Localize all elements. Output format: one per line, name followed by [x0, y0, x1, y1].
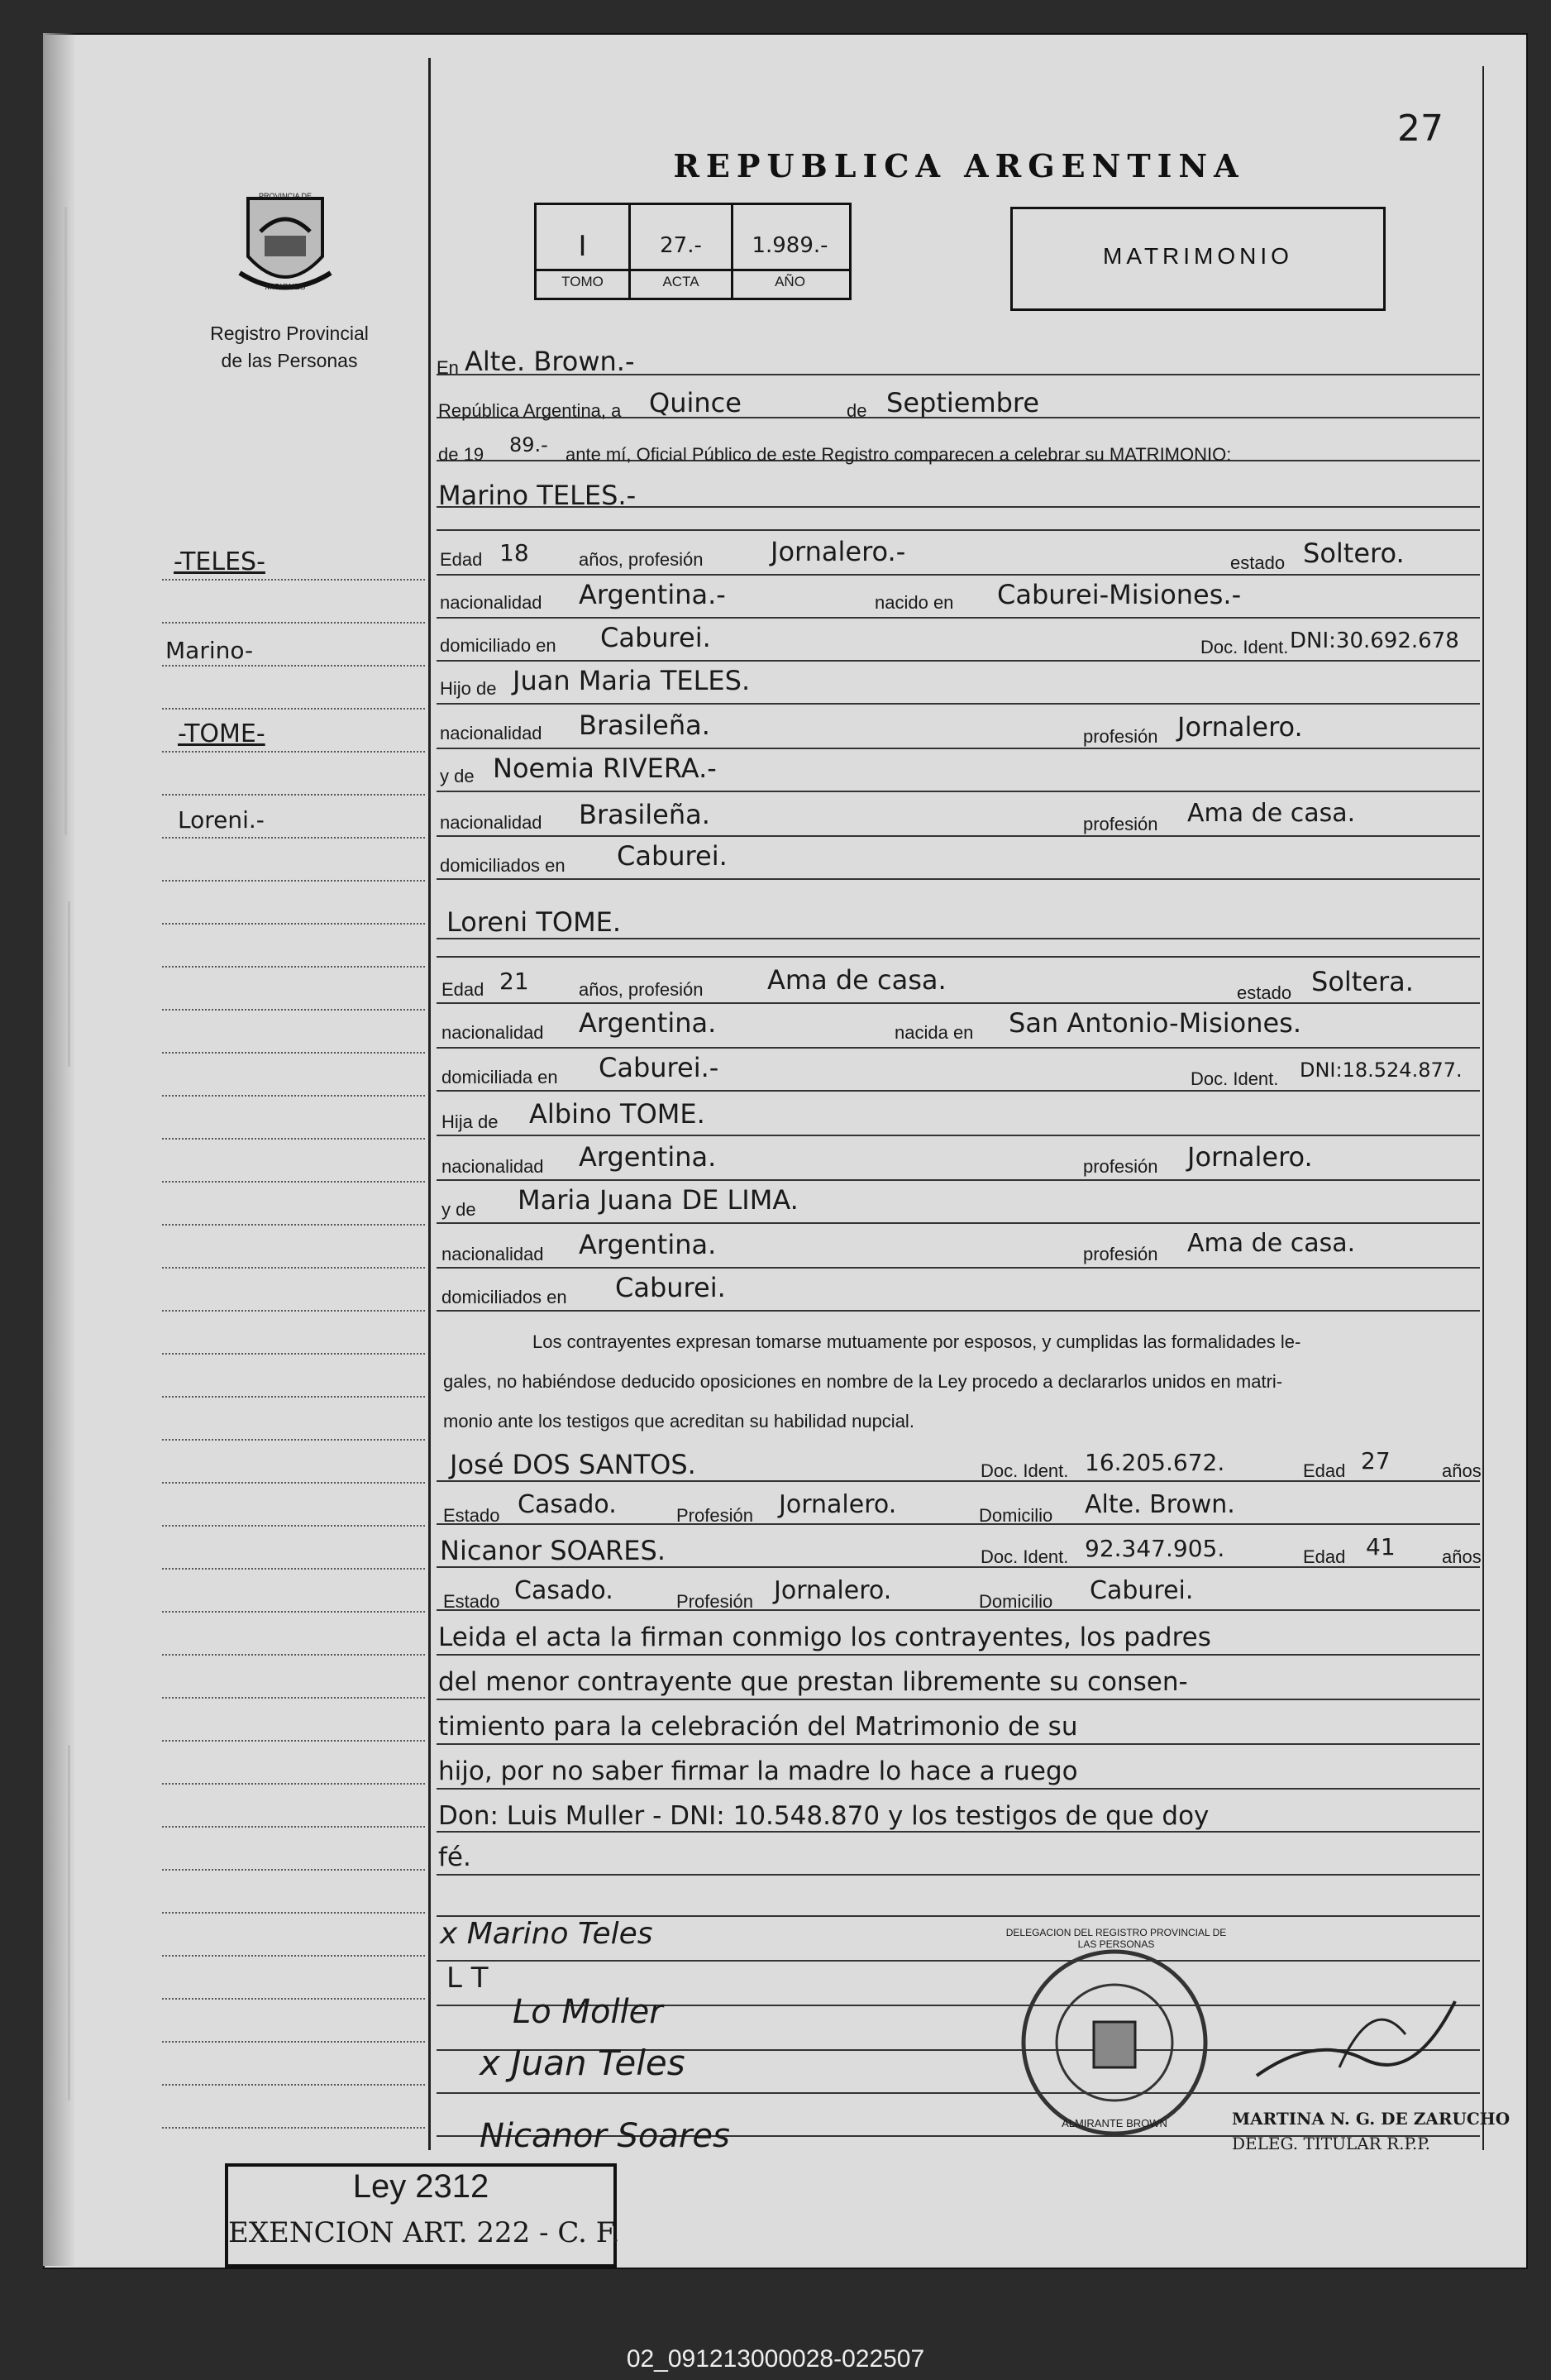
margin-rule — [162, 622, 425, 624]
margin-rule — [162, 1224, 425, 1226]
signature-bride: L T — [446, 1962, 489, 1995]
witness2-profesion-label: Profesión — [676, 1591, 753, 1612]
witness2-doc-label: Doc. Ident. — [981, 1546, 1069, 1567]
witness1-name: José DOS SANTOS. — [450, 1449, 696, 1480]
bride-mother: Maria Juana DE LIMA. — [518, 1184, 799, 1216]
signature-witness1: x Juan Teles — [480, 2043, 685, 2083]
bride-name: Loreni TOME. — [446, 906, 622, 938]
groom-nacionalidad: Argentina.- — [579, 579, 726, 610]
bride-yde-label: y de — [441, 1199, 476, 1220]
groom-domiciliados-label: domiciliados en — [440, 855, 566, 876]
binding-stitch — [68, 1745, 75, 2100]
margin-rule — [162, 751, 425, 753]
form-rule — [437, 1267, 1480, 1269]
statement: ante mí, Oficial Público de este Registro comparecen a celebrar su MATRIMONIO: — [566, 444, 1232, 465]
form-rule — [437, 878, 1480, 880]
form-rule — [437, 748, 1480, 749]
groom-mother-prof: Ama de casa. — [1187, 799, 1356, 828]
form-rule — [437, 1609, 1480, 1611]
witness2-estado-label: Estado — [443, 1591, 500, 1612]
note-line: Leida el acta la firman conmigo los contrayentes, los padres — [438, 1623, 1211, 1652]
witness1-edad-label: Edad — [1303, 1460, 1346, 1481]
margin-rule — [162, 1740, 425, 1742]
bride-father-nac-label: nacionalidad — [441, 1156, 544, 1177]
margin-rule — [162, 1267, 425, 1269]
footer-code: 02_091213000028-022507 — [626, 2345, 925, 2373]
groom-estado-label: estado — [1230, 552, 1286, 573]
margin-rule — [162, 1095, 425, 1097]
margin-rule — [162, 966, 425, 968]
witness2-domicilio: Caburei. — [1090, 1576, 1194, 1605]
witness1-domicilio-label: Domicilio — [979, 1505, 1053, 1526]
groom-mother-nac: Brasileña. — [579, 799, 710, 830]
form-rule — [437, 1222, 1480, 1224]
witness2-profesion: Jornalero. — [774, 1576, 892, 1605]
signature-witness2: Nicanor Soares — [480, 2117, 730, 2155]
day: Quince — [649, 387, 742, 418]
declaration-line2: gales, no habiéndose deducido oposiciones en nombre de la Ley procedo a declararlos unidos en matri- — [443, 1371, 1283, 1392]
groom-father-prof: Jornalero. — [1177, 711, 1303, 743]
form-rule — [437, 660, 1480, 662]
note-line: timiento para la celebración del Matrimonio de su — [438, 1712, 1078, 1742]
margin-rule — [162, 1869, 425, 1871]
tomo-label: TOMO — [561, 274, 604, 289]
place: Alte. Brown.- — [465, 346, 635, 377]
province-seal-icon — [231, 190, 339, 298]
binding-stitch — [68, 901, 75, 1067]
witness2-domicilio-label: Domicilio — [979, 1591, 1053, 1612]
witness2-estado: Casado. — [514, 1576, 613, 1605]
groom-doc: DNI:30.692.678 — [1290, 628, 1459, 653]
margin-rule — [162, 1439, 425, 1441]
tomo-value: I — [578, 230, 587, 263]
margin-rule — [162, 1052, 425, 1054]
page-number: 27 — [1397, 108, 1444, 150]
groom-edad-label: Edad — [440, 549, 483, 570]
witness1-anos-label: años — [1442, 1460, 1482, 1481]
form-rule — [437, 1699, 1480, 1700]
bride-profesion: Ama de casa. — [767, 964, 947, 996]
groom-father-nac: Brasileña. — [579, 710, 710, 741]
margin-rule — [162, 1697, 425, 1699]
witness1-doc: 16.205.672. — [1085, 1449, 1225, 1476]
bride-nacida-label: nacida en — [895, 1022, 974, 1043]
witness2-edad-label: Edad — [1303, 1546, 1346, 1567]
margin-bride-name: Loreni.- — [178, 806, 265, 834]
margin-rule — [162, 1396, 425, 1398]
registry-stamp-inner: ALMIRANTE BROWN — [1062, 2117, 1167, 2129]
form-rule — [437, 1831, 1480, 1833]
margin-rule — [162, 2127, 425, 2129]
bride-edad-label: Edad — [441, 979, 484, 1000]
declaration-line3: monio ante los testigos que acreditan su habilidad nupcial. — [443, 1411, 914, 1431]
bride-edad: 21 — [499, 968, 529, 995]
witness1-profesion-label: Profesión — [676, 1505, 753, 1526]
witness1-estado-label: Estado — [443, 1505, 500, 1526]
bride-mother-nac-label: nacionalidad — [441, 1244, 544, 1264]
bride-estado-label: estado — [1237, 982, 1292, 1003]
bride-doc: DNI:18.524.877. — [1300, 1059, 1463, 1082]
margin-rule — [162, 2084, 425, 2086]
groom-estado: Soltero. — [1303, 538, 1405, 569]
month: Septiembre — [886, 387, 1040, 418]
margin-rule — [162, 837, 425, 839]
margin-rule — [162, 1482, 425, 1484]
margin-rule — [162, 1181, 425, 1183]
bride-anos-profesion-label: años, profesión — [579, 979, 704, 1000]
signature-groom: x Marino Teles — [440, 1917, 653, 1951]
form-rule — [437, 1960, 1480, 1962]
groom-domicilio: Caburei. — [600, 622, 711, 653]
groom-father: Juan Maria TELES. — [513, 665, 751, 696]
groom-hijo-label: Hijo de — [440, 678, 497, 699]
note-line: del menor contrayente que prestan libremente su consen- — [438, 1667, 1188, 1697]
note-line: hijo, por no saber firmar la madre lo hace a ruego — [438, 1756, 1078, 1786]
form-rule — [437, 617, 1480, 619]
margin-rule — [162, 1783, 425, 1785]
form-rule — [437, 1047, 1480, 1049]
de-label: de — [847, 400, 867, 421]
witness1-edad: 27 — [1361, 1447, 1391, 1474]
groom-father-prof-label: profesión — [1083, 726, 1158, 747]
bride-nacida: San Antonio-Misiones. — [1009, 1007, 1302, 1039]
act-type: MATRIMONIO — [1103, 243, 1293, 269]
margin-rule — [162, 1310, 425, 1312]
groom-domicilio-label: domiciliado en — [440, 635, 556, 656]
bride-hija-label: Hija de — [441, 1111, 499, 1132]
groom-domiciliados: Caburei. — [617, 840, 728, 872]
form-rule — [437, 574, 1480, 576]
form-rule — [437, 1523, 1480, 1525]
table-divider — [534, 269, 849, 271]
acta-label: ACTA — [662, 274, 699, 289]
form-rule — [437, 1135, 1480, 1136]
bride-estado: Soltera. — [1311, 966, 1414, 997]
margin-rule — [162, 1826, 425, 1828]
groom-profesion: Jornalero.- — [771, 536, 906, 567]
bride-domiciliados-label: domiciliados en — [441, 1287, 567, 1307]
form-rule — [437, 529, 1480, 531]
bride-mother-nac: Argentina. — [579, 1229, 717, 1260]
margin-rule — [162, 1525, 425, 1527]
officer-title: DELEG. TITULAR R.P.P. — [1232, 2134, 1431, 2153]
acta-value: 27.- — [660, 233, 702, 258]
registry-stamp-icon — [1015, 1943, 1214, 2142]
declaration-line1: Los contrayentes expresan tomarse mutuamente por esposos, y cumplidas las formalidades le- — [532, 1331, 1301, 1352]
margin-rule — [162, 708, 425, 710]
groom-nacionalidad-label: nacionalidad — [440, 592, 542, 613]
margin-rule — [162, 923, 425, 925]
officer-signature-icon — [1240, 1985, 1472, 2092]
witness1-estado: Casado. — [518, 1490, 617, 1519]
note-line: fé. — [438, 1842, 471, 1872]
margin-groom-surname: -TELES- — [174, 547, 265, 576]
margin-rule — [162, 1654, 425, 1656]
form-rule — [437, 1788, 1480, 1790]
groom-yde-label: y de — [440, 766, 475, 786]
bride-domiciliados: Caburei. — [615, 1272, 726, 1303]
bride-father-prof-label: profesión — [1083, 1156, 1158, 1177]
margin-bride-surname: -TOME- — [178, 719, 265, 748]
groom-doc-label: Doc. Ident. — [1200, 637, 1289, 657]
margin-rule — [162, 880, 425, 882]
tax-exemption-law: Ley 2312 — [352, 2168, 489, 2205]
margin-rule — [162, 1353, 425, 1355]
margin-rule — [162, 579, 425, 581]
form-rule — [437, 1654, 1480, 1656]
witness2-edad: 41 — [1366, 1533, 1396, 1560]
margin-rule — [162, 1568, 425, 1570]
groom-nacido: Caburei-Misiones.- — [997, 579, 1242, 610]
republica-label: República Argentina, a — [438, 400, 622, 421]
form-rule — [437, 1310, 1480, 1312]
form-rule — [437, 1874, 1480, 1876]
margin-divider — [428, 58, 431, 2150]
bride-mother-prof: Ama de casa. — [1187, 1229, 1356, 1258]
margin-rule — [162, 1138, 425, 1140]
groom-father-nac-label: nacionalidad — [440, 723, 542, 743]
bride-domicilio: Caburei.- — [599, 1052, 719, 1083]
officer-name: MARTINA N. G. DE ZARUCHO — [1232, 2109, 1510, 2129]
form-rule — [437, 2092, 1480, 2094]
margin-rule — [162, 1955, 425, 1957]
witness1-domicilio: Alte. Brown. — [1085, 1490, 1235, 1519]
witness2-name: Nicanor SOARES. — [440, 1535, 666, 1566]
form-rule — [437, 1743, 1480, 1745]
margin-rule — [162, 665, 425, 667]
witness1-doc-label: Doc. Ident. — [981, 1460, 1069, 1481]
ano-value: 1.989.- — [752, 233, 828, 258]
seal-caption-top: PROVINCIA DE — [258, 192, 312, 200]
bride-mother-prof-label: profesión — [1083, 1244, 1158, 1264]
margin-groom-name: Marino- — [165, 637, 254, 664]
signature-ruego: Lo Moller — [513, 1993, 663, 2031]
margin-rule — [162, 1912, 425, 1914]
bride-father: Albino TOME. — [529, 1098, 705, 1130]
groom-mother-nac-label: nacionalidad — [440, 812, 542, 833]
bride-nacionalidad-label: nacionalidad — [441, 1022, 544, 1043]
margin-rule — [162, 1998, 425, 2000]
seal-caption-bottom: MISIONES — [265, 283, 306, 292]
registry-stamp-text: DELEGACION DEL REGISTRO PROVINCIAL DE LAS PERSONAS — [1005, 1927, 1227, 1950]
bride-domicilio-label: domiciliada en — [441, 1067, 558, 1087]
form-rule — [437, 1179, 1480, 1181]
bride-doc-label: Doc. Ident. — [1191, 1068, 1279, 1089]
form-rule — [437, 956, 1480, 958]
binding-stitch — [64, 207, 72, 835]
year-prefix: de 19 — [438, 444, 484, 465]
margin-rule — [162, 1611, 425, 1613]
tax-exemption-article: EXENCION ART. 222 - C. F. — [228, 2216, 620, 2249]
form-rule — [437, 791, 1480, 792]
form-rule — [437, 938, 1480, 939]
groom-name: Marino TELES.- — [438, 480, 637, 511]
bride-father-nac: Argentina. — [579, 1141, 717, 1173]
right-border — [1482, 66, 1484, 2150]
country-title: REPUBLICA ARGENTINA — [673, 147, 1245, 184]
margin-rule — [162, 794, 425, 796]
form-rule — [437, 1090, 1480, 1092]
margin-rule — [162, 2041, 425, 2043]
groom-mother-prof-label: profesión — [1083, 814, 1158, 834]
bride-father-prof: Jornalero. — [1187, 1141, 1313, 1173]
form-rule — [437, 703, 1480, 705]
witness2-anos-label: años — [1442, 1546, 1482, 1567]
registry-name-line1: Registro Provincial — [210, 323, 369, 344]
form-rule — [437, 835, 1480, 837]
bride-nacionalidad: Argentina. — [579, 1007, 717, 1039]
en-label: En — [437, 357, 459, 378]
year-suffix: 89.- — [509, 433, 548, 456]
groom-mother: Noemia RIVERA.- — [493, 753, 717, 784]
witness1-profesion: Jornalero. — [779, 1490, 897, 1519]
groom-edad: 18 — [499, 539, 529, 566]
note-line: Don: Luis Muller - DNI: 10.548.870 y los testigos de que doy — [438, 1801, 1210, 1831]
form-rule — [437, 1002, 1480, 1004]
ano-label: AÑO — [775, 274, 805, 289]
groom-nacido-label: nacido en — [875, 592, 954, 613]
margin-rule — [162, 1009, 425, 1011]
registry-name-line2: de las Personas — [221, 350, 358, 371]
witness2-doc: 92.347.905. — [1085, 1535, 1225, 1562]
groom-anos-profesion-label: años, profesión — [579, 549, 704, 570]
